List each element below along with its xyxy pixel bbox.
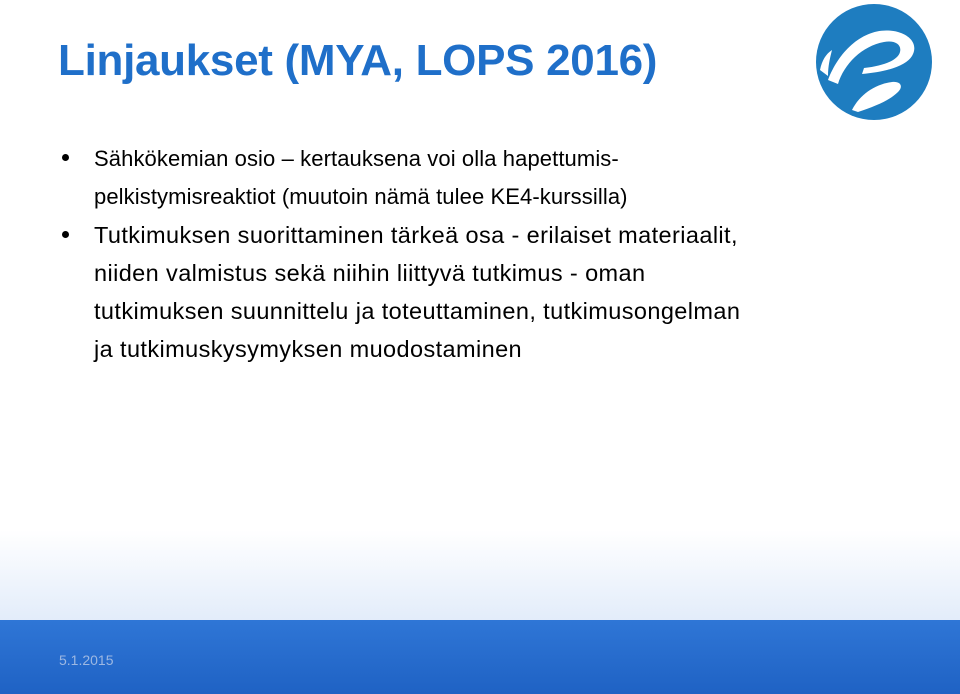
bullet-line: pelkistymisreaktiot (muutoin nämä tulee KE4-kurssilla) <box>94 184 628 209</box>
bullet-text <box>94 216 920 368</box>
bullet-line: ja tutkimuskysymyksen muodostaminen <box>94 336 523 362</box>
e-logo-icon <box>814 2 934 122</box>
bullet-text <box>94 140 920 216</box>
bullet-line: Tutkimuksen suorittaminen tärkeä osa - erilaiset materiaalit, <box>94 222 738 248</box>
bullet-line: Sähkökemian osio – kertauksena voi olla hapettumis- <box>94 146 619 171</box>
slide-title: Linjaukset (MYA, LOPS 2016) <box>58 36 658 85</box>
bottom-gradient <box>0 530 960 622</box>
footer-bar <box>0 620 960 694</box>
slide-content <box>60 140 920 368</box>
bullet-line: niiden valmistus sekä niihin liittyvä tutkimus - oman <box>94 260 646 286</box>
footer-date: 5.1.2015 <box>59 652 114 668</box>
bullet-dot-icon <box>62 154 69 161</box>
bullet-line: tutkimuksen suunnittelu ja toteuttaminen, tutkimusongelman <box>94 298 741 324</box>
bullet-item <box>60 140 920 216</box>
bullet-dot-icon <box>62 231 69 238</box>
bullet-list <box>60 140 920 368</box>
bullet-item <box>60 216 920 368</box>
